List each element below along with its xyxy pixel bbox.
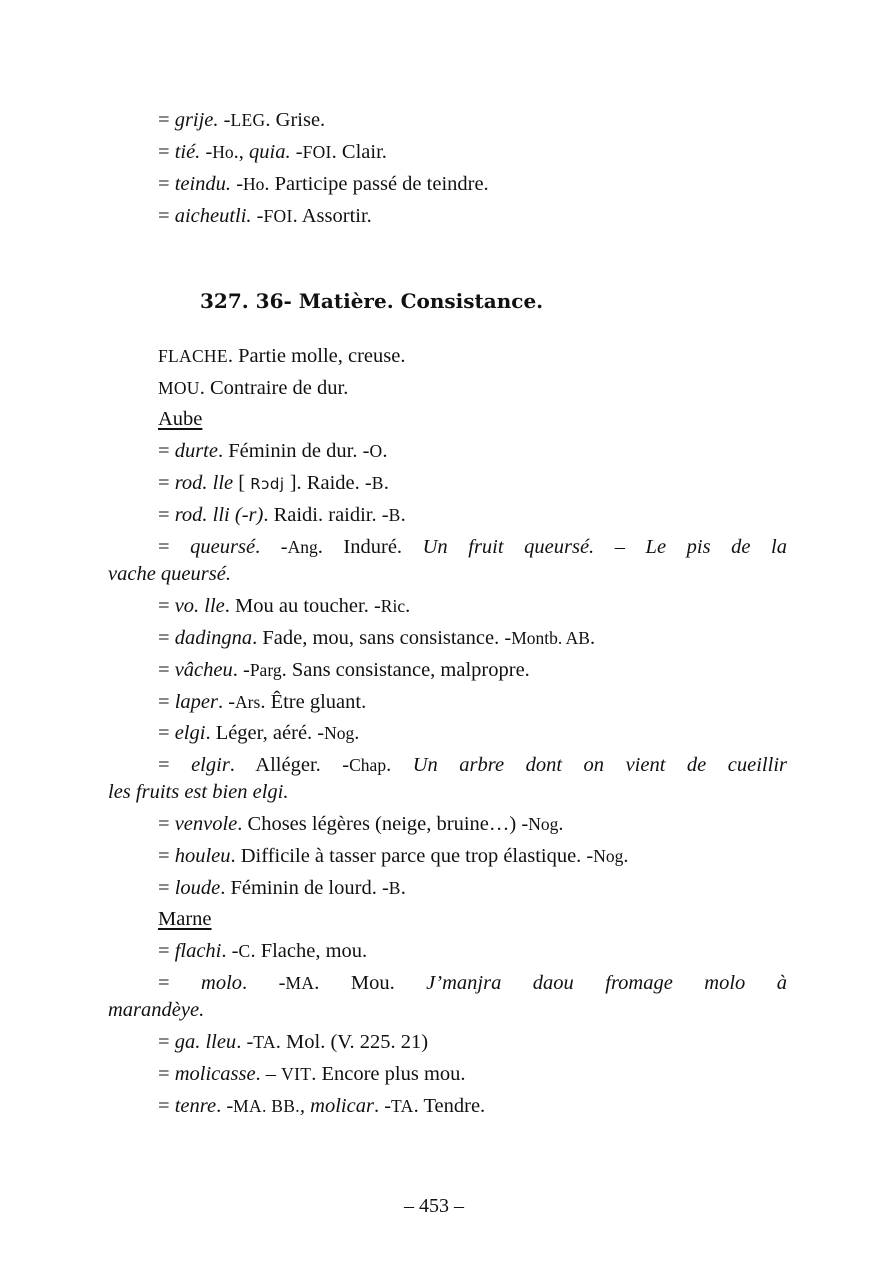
entry-ga-lleu: = ga. lleu. -TA. Mol. (V. 225. 21) bbox=[158, 1031, 429, 1053]
entry-molo-continuation: marandèye. bbox=[108, 999, 205, 1021]
entry-molicasse: = molicasse. – VIT. Encore plus mou. bbox=[158, 1063, 466, 1085]
entry-tenre: = tenre. -MA. BB., molicar. -TA. Tendre. bbox=[158, 1095, 486, 1117]
entry-queurse: = queursé. -Ang. Induré. Un fruit queursé. – Le pis de la bbox=[158, 536, 787, 558]
entry-mou: MOU. Contraire de dur. bbox=[158, 377, 349, 399]
entry-teindu: = teindu. -Ho. Participe passé de teindre. bbox=[158, 173, 489, 195]
entry-rod-lli: = rod. lli (-r). Raidi. raidir. -B. bbox=[158, 504, 406, 526]
region-label-aube: Aube bbox=[158, 408, 203, 430]
entry-flache: FLACHE. Partie molle, creuse. bbox=[158, 345, 406, 367]
region-label-marne: Marne bbox=[158, 908, 212, 930]
entry-tie: = tié. -Ho., quia. -FOI. Clair. bbox=[158, 141, 387, 163]
entry-laper: = laper. -Ars. Être gluant. bbox=[158, 691, 367, 713]
entry-durte: = durte. Féminin de dur. -O. bbox=[158, 440, 388, 462]
entry-loude: = loude. Féminin de lourd. -B. bbox=[158, 877, 406, 899]
entry-elgi: = elgi. Léger, aéré. -Nog. bbox=[158, 722, 360, 744]
entry-flachi: = flachi. -C. Flache, mou. bbox=[158, 940, 368, 962]
entry-venvole: = venvole. Choses légères (neige, bruine…) -Nog. bbox=[158, 813, 564, 835]
entry-vacheu: = vâcheu. -Parg. Sans consistance, malpropre. bbox=[158, 659, 530, 681]
entry-dadingna: = dadingna. Fade, mou, sans consistance. -Montb. AB. bbox=[158, 627, 596, 649]
entry-elgir: = elgir. Alléger. -Chap. Un arbre dont on vient de cueillir bbox=[158, 754, 787, 776]
entry-queurse-continuation: vache queursé. bbox=[108, 563, 231, 585]
entry-vo-lle: = vo. lle. Mou au toucher. -Ric. bbox=[158, 595, 411, 617]
entry-grije: = grije. -LEG. Grise. bbox=[158, 109, 326, 131]
entry-houleu: = houleu. Difficile à tasser parce que trop élastique. -Nog. bbox=[158, 845, 629, 867]
page-number: – 453 – bbox=[404, 1195, 464, 1217]
entry-rod-lle: = rod. lle [ Rɔdj ]. Raide. -B. bbox=[158, 472, 389, 494]
section-heading: 327. 36- Matière. Consistance. bbox=[200, 289, 544, 313]
entry-aicheutli: = aicheutli. -FOI. Assortir. bbox=[158, 205, 372, 227]
entry-molo: = molo. -MA. Mou. J’manjra daou fromage molo à bbox=[158, 972, 787, 994]
entry-elgir-continuation: les fruits est bien elgi. bbox=[108, 781, 289, 803]
